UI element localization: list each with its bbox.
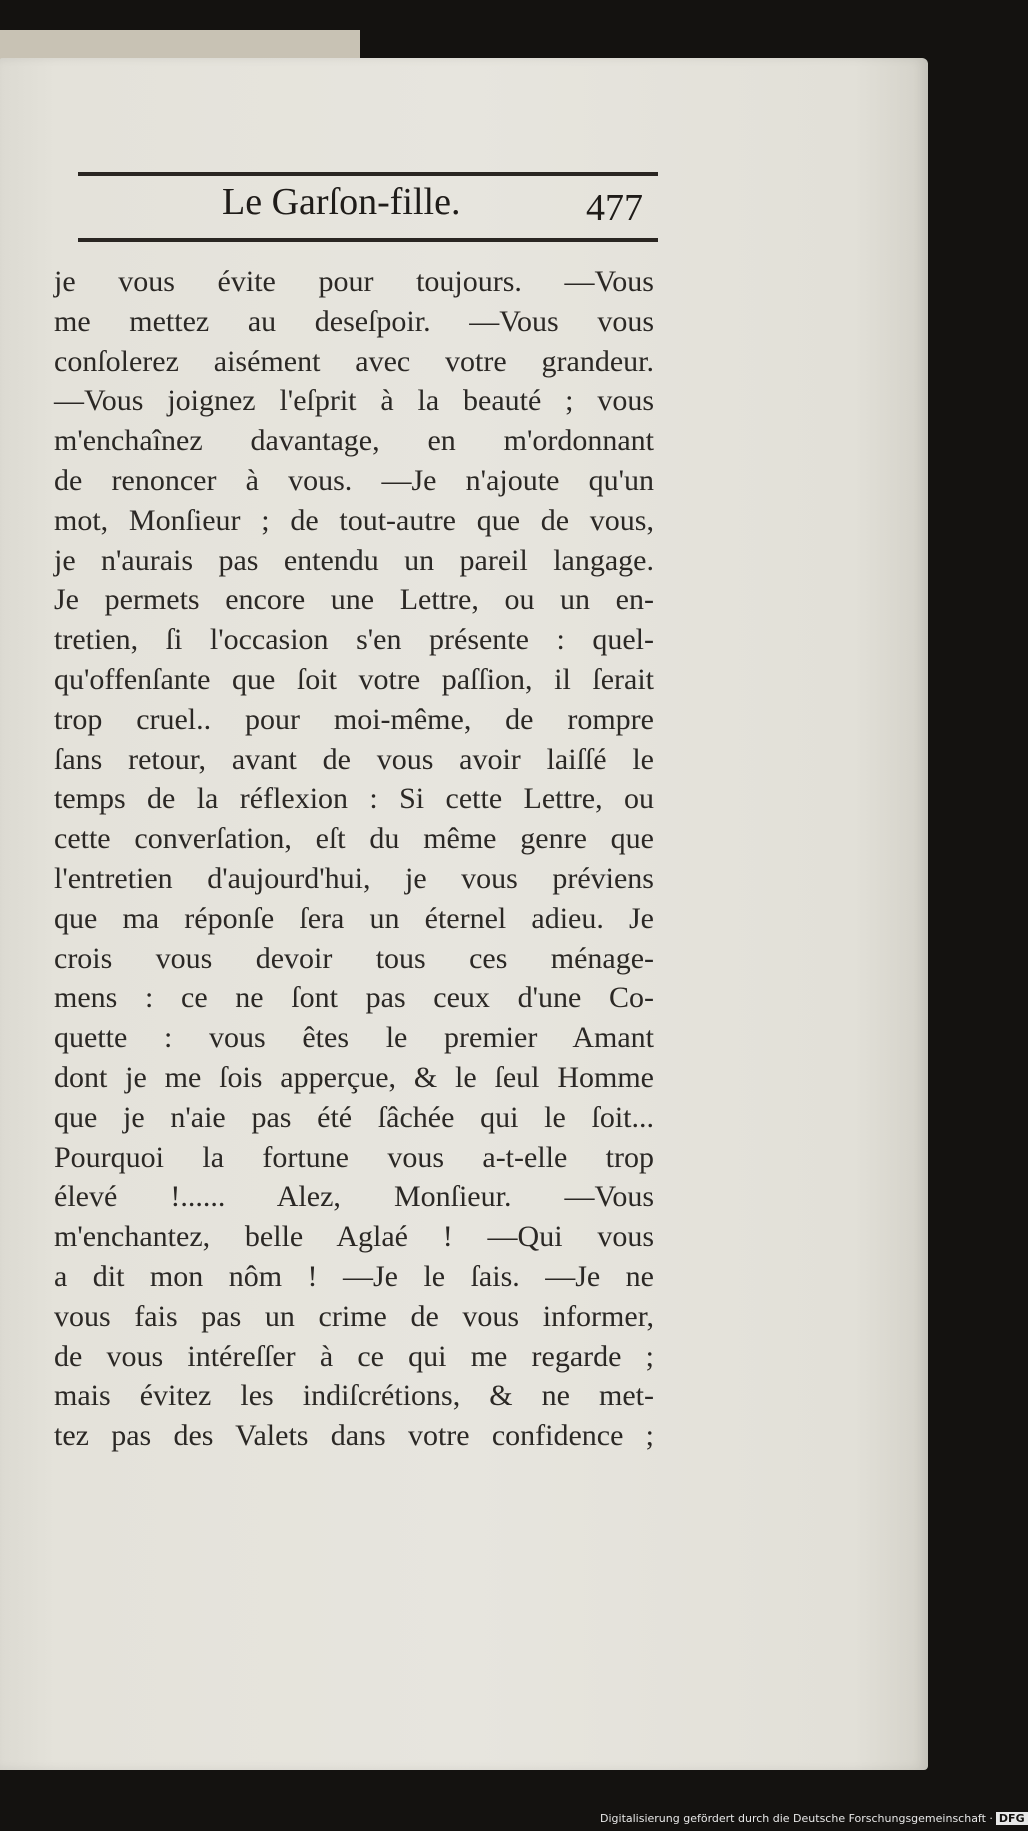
text-line: l'entretien d'aujourd'hui, je vous préviens (54, 861, 654, 895)
text-line: mot, Monſieur ; de tout-autre que de vous, (54, 503, 654, 537)
text-line: que ma réponſe ſera un éternel adieu. Je (54, 901, 654, 935)
text-line: Je permets encore une Lettre, ou un en- (54, 583, 654, 617)
text-line: que je n'aie pas été ſâchée qui le ſoit... (54, 1100, 654, 1134)
text-line: vous fais pas un crime de vous informer, (54, 1299, 654, 1333)
text-line: a dit mon nôm ! —Je le ſais. —Je ne (54, 1259, 654, 1293)
text-line: quette : vous êtes le premier Amant (54, 1021, 654, 1055)
text-line: —Vous joignez l'eſprit à la beauté ; vous (54, 384, 654, 418)
text-line: me mettez au deseſpoir. —Vous vous (54, 304, 654, 338)
header-rule-top (78, 172, 658, 176)
text-line: je n'aurais pas entendu un pareil langage. (54, 543, 654, 577)
text-line: de renoncer à vous. —Je n'ajoute qu'un (54, 463, 654, 497)
page-number: 477 (586, 187, 643, 229)
text-line: mais évitez les indiſcrétions, & ne met- (54, 1379, 654, 1413)
text-line: m'enchantez, belle Aglaé ! —Qui vous (54, 1220, 654, 1254)
text-line: conſolerez aisément avec votre grandeur. (54, 344, 654, 378)
text-line: élevé !...... Alez, Monſieur. —Vous (54, 1180, 654, 1214)
dfg-logo: DFG (996, 1812, 1028, 1825)
text-line: de vous intéreſſer à ce qui me regarde ; (54, 1339, 654, 1373)
text-line: je vous évite pour toujours. —Vous (54, 265, 654, 298)
text-line: tez pas des Valets dans votre confidence ; (54, 1419, 654, 1453)
text-line: ſans retour, avant de vous avoir laiſſé le (54, 742, 654, 776)
text-line: mens : ce ne ſont pas ceux d'une Co- (54, 981, 654, 1015)
text-line: cette converſation, eſt du même genre que (54, 822, 654, 856)
header-rule-bottom (78, 238, 658, 242)
text-line: m'enchaînez davantage, en m'ordonnant (54, 424, 654, 458)
text-line: trop cruel.. pour moi-même, de rompre (54, 702, 654, 736)
text-line: temps de la réflexion : Si cette Lettre, ou (54, 782, 654, 816)
credit-text: Digitalisierung gefördert durch die Deutsche Forschungsgemeinschaft · (600, 1812, 993, 1825)
text-line: dont je me ſois apperçue, & le ſeul Homme (54, 1060, 654, 1094)
body-text (54, 262, 654, 1456)
text-line: tretien, ſi l'occasion s'en présente : quel- (54, 623, 654, 657)
text-line: Pourquoi la fortune vous a-t-elle trop (54, 1140, 654, 1174)
text-line: crois vous devoir tous ces ménage- (54, 941, 654, 975)
digitization-credit (600, 1812, 1025, 1825)
running-title: Le Garſon-fille. (222, 181, 461, 223)
text-line: qu'offenſante que ſoit votre paſſion, il ſerait (54, 662, 654, 696)
